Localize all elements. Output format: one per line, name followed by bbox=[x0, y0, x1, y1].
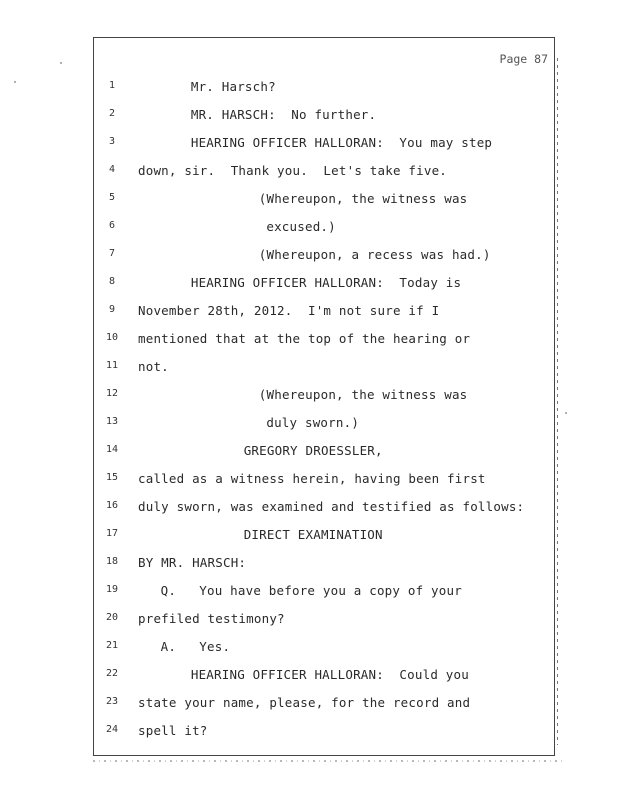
page-number: Page 87 bbox=[499, 52, 548, 66]
line-number: 15 bbox=[105, 472, 119, 483]
transcript-line bbox=[94, 470, 556, 490]
transcript-line bbox=[94, 274, 556, 294]
line-text: Mr. Harsch? bbox=[190, 79, 276, 94]
transcript-line bbox=[94, 414, 556, 434]
line-number: 14 bbox=[105, 444, 119, 455]
transcript-line bbox=[94, 190, 556, 210]
line-number: 7 bbox=[108, 248, 116, 259]
transcript-line bbox=[94, 498, 556, 518]
line-text: excused.) bbox=[266, 219, 336, 234]
line-number: 16 bbox=[105, 500, 119, 511]
line-number: 1 bbox=[108, 80, 116, 91]
line-number: 9 bbox=[108, 304, 116, 315]
scan-speck bbox=[60, 62, 62, 64]
line-number: 12 bbox=[105, 388, 119, 399]
line-number: 3 bbox=[108, 136, 116, 147]
line-text: HEARING OFFICER HALLORAN: Today is bbox=[190, 275, 462, 290]
transcript-line bbox=[94, 358, 556, 378]
line-text: Q. You have before you a copy of your bbox=[160, 583, 462, 598]
scan-edge-noise bbox=[93, 760, 563, 762]
transcript-line bbox=[94, 246, 556, 266]
line-number: 20 bbox=[105, 612, 119, 623]
line-number: 18 bbox=[105, 556, 119, 567]
line-text: (Whereupon, the witness was bbox=[258, 191, 468, 206]
line-text: (Whereupon, the witness was bbox=[258, 387, 468, 402]
line-text: spell it? bbox=[138, 723, 208, 738]
line-text: called as a witness herein, having been first bbox=[138, 471, 486, 486]
line-text: BY MR. HARSCH: bbox=[138, 555, 247, 570]
line-number: 4 bbox=[108, 164, 116, 175]
line-number: 23 bbox=[105, 696, 119, 707]
transcript-line bbox=[94, 78, 556, 98]
line-number: 10 bbox=[105, 332, 119, 343]
line-number: 22 bbox=[105, 668, 119, 679]
line-text: HEARING OFFICER HALLORAN: Could you bbox=[190, 667, 469, 682]
transcript-page bbox=[93, 37, 555, 756]
line-text: not. bbox=[138, 359, 169, 374]
line-text: duly sworn.) bbox=[266, 415, 360, 430]
line-text: (Whereupon, a recess was had.) bbox=[258, 247, 491, 262]
line-number: 21 bbox=[105, 640, 119, 651]
line-number: 24 bbox=[105, 724, 119, 735]
transcript-line bbox=[94, 722, 556, 742]
transcript-line bbox=[94, 638, 556, 658]
transcript-line bbox=[94, 666, 556, 686]
transcript-line bbox=[94, 386, 556, 406]
line-number: 8 bbox=[108, 276, 116, 287]
transcript-line bbox=[94, 610, 556, 630]
scan-speck bbox=[565, 412, 567, 414]
line-text: mentioned that at the top of the hearing or bbox=[138, 331, 471, 346]
line-number: 19 bbox=[105, 584, 119, 595]
line-number: 11 bbox=[105, 360, 119, 371]
line-number: 13 bbox=[105, 416, 119, 427]
line-text: down, sir. Thank you. Let's take five. bbox=[138, 163, 448, 178]
transcript-line bbox=[94, 330, 556, 350]
line-text: A. Yes. bbox=[160, 639, 231, 654]
line-text: prefiled testimony? bbox=[138, 611, 285, 626]
scan-speck bbox=[14, 81, 16, 83]
transcript-line bbox=[94, 106, 556, 126]
transcript-line bbox=[94, 442, 556, 462]
transcript-line bbox=[94, 134, 556, 154]
line-text: November 28th, 2012. I'm not sure if I bbox=[138, 303, 440, 318]
line-number: 6 bbox=[108, 220, 116, 231]
transcript-line bbox=[94, 162, 556, 182]
line-number: 17 bbox=[105, 528, 119, 539]
transcript-line bbox=[94, 582, 556, 602]
transcript-line bbox=[94, 526, 556, 546]
transcript-line bbox=[94, 218, 556, 238]
line-text: GREGORY DROESSLER, bbox=[243, 443, 383, 458]
transcript-line bbox=[94, 694, 556, 714]
transcript-line bbox=[94, 302, 556, 322]
line-text: duly sworn, was examined and testified as follows: bbox=[138, 499, 525, 514]
transcript-line bbox=[94, 554, 556, 574]
line-number: 2 bbox=[108, 108, 116, 119]
line-text: MR. HARSCH: No further. bbox=[190, 107, 377, 122]
line-text: DIRECT EXAMINATION bbox=[243, 527, 383, 542]
line-number: 5 bbox=[108, 192, 116, 203]
line-text: HEARING OFFICER HALLORAN: You may step bbox=[190, 135, 493, 150]
line-text: state your name, please, for the record and bbox=[138, 695, 471, 710]
